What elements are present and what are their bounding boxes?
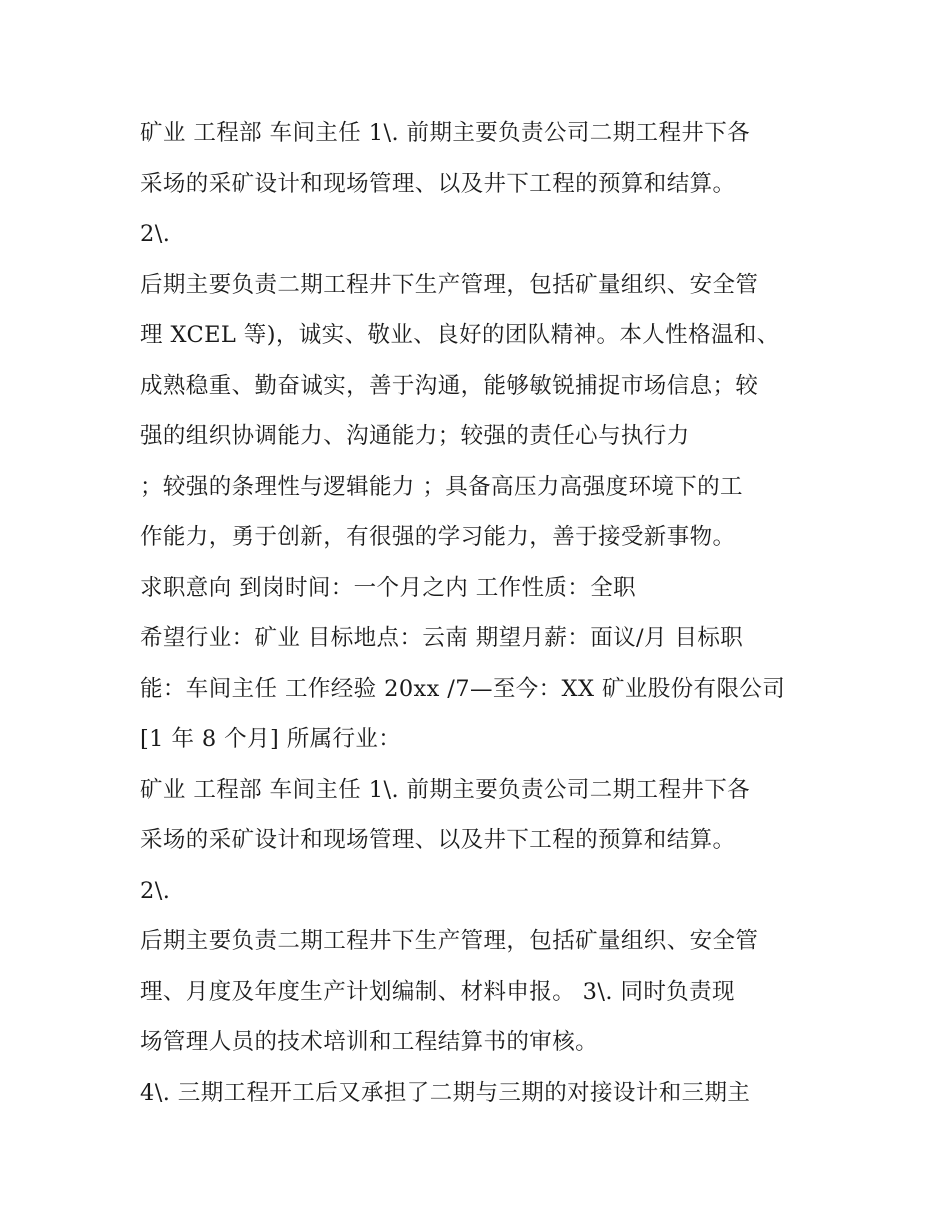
text-line: 后期主要负责二期工程井下生产管理，包括矿量组织、安全管	[140, 271, 759, 298]
text-line: 矿业 工程部 车间主任 1\. 前期主要负责公司二期工程井下各	[140, 120, 751, 146]
text-line: 矿业 工程部 车间主任 1\. 前期主要负责公司二期工程井下各	[140, 776, 751, 803]
text-line: 场管理人员的技术培训和工程结算书的审核。	[140, 1029, 599, 1055]
text-line: 采场的采矿设计和现场管理、以及井下工程的预算和结算。	[140, 170, 736, 197]
text-line: 4\. 三期工程开工后又承担了二期与三期的对接设计和三期主	[140, 1079, 751, 1106]
text-line: 希望行业：矿业 目标地点：云南 期望月薪：面议/月 目标职	[140, 625, 744, 651]
text-line: 2\.	[140, 221, 171, 247]
text-line: 后期主要负责二期工程井下生产管理，包括矿量组织、安全管	[140, 928, 759, 954]
text-line: 能：车间主任 工作经验 20xx /7—至今：XX 矿业股份有限公司	[140, 675, 786, 702]
text-line: ；较强的条理性与逻辑能力 ；具备高压力高强度环境下的工	[140, 473, 743, 500]
text-line: 理、月度及年度生产计划编制、材料申报。 3\. 同时负责现	[140, 978, 735, 1005]
text-line: 作能力，勇于创新，有很强的学习能力，善于接受新事物。	[140, 524, 736, 550]
text-line: 2\.	[140, 877, 171, 904]
text-line: 成熟稳重、勤奋诚实，善于沟通，能够敏锐捕捉市场信息；较	[140, 372, 759, 399]
text-line: [1 年 8 个月] 所属行业：	[140, 726, 402, 752]
text-line: 采场的采矿设计和现场管理、以及井下工程的预算和结算。	[140, 827, 736, 853]
text-line: 理 XCEL 等)，诚实、敬业、良好的团队精神。本人性格温和、	[140, 322, 780, 348]
text-line: 求职意向 到岗时间：一个月之内 工作性质：全职	[140, 574, 637, 601]
text-line: 强的组织协调能力、沟通能力；较强的责任心与执行力	[140, 423, 690, 449]
document-body	[140, 108, 820, 1118]
